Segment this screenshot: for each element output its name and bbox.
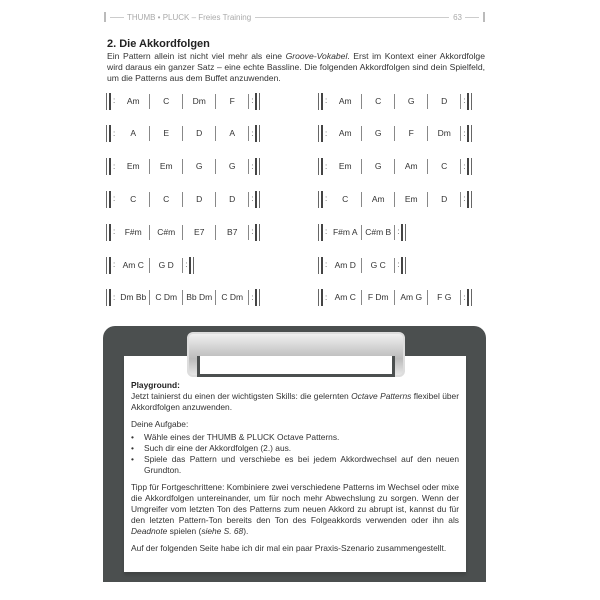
chord-measure: C Dm <box>150 290 183 305</box>
chord-measure: C <box>150 192 183 207</box>
chord-progression <box>318 158 472 176</box>
chord-measure: Bb Dm <box>183 290 216 305</box>
chord-measure: C#m <box>150 225 183 240</box>
chord-measure: D <box>428 192 461 207</box>
repeat-dots: : <box>325 292 328 302</box>
chord-measure: G <box>362 126 395 141</box>
chord-progression <box>106 92 260 110</box>
chord-progression <box>318 256 406 274</box>
section-title: 2. Die Akkordfolgen <box>107 38 210 50</box>
chord-measure: Am <box>395 159 428 174</box>
repeat-start-sign <box>106 224 111 241</box>
task-list <box>131 432 459 476</box>
repeat-end-sign <box>401 257 406 274</box>
repeat-dots: : <box>185 260 188 269</box>
repeat-dots: : <box>463 161 466 171</box>
repeat-dots: : <box>113 128 116 138</box>
repeat-start-sign <box>106 191 111 208</box>
repeat-dots: : <box>325 128 328 138</box>
task-item: • Spiele das Pattern und verschiebe es bei jedem Akkordwechsel auf den neuen Grundton. <box>131 454 459 476</box>
chord-measure: F Dm <box>362 290 395 305</box>
tip-text: ). <box>243 526 249 536</box>
chord-measure: F#m A <box>329 225 362 240</box>
chord-measure: A <box>117 126 150 141</box>
closing-text: Auf der folgenden Seite habe ich dir mal ein paar Praxis-Szenario zusammengestellt. <box>131 543 447 553</box>
chord-measure: D <box>183 126 216 141</box>
chord-progression <box>106 158 260 176</box>
repeat-start-sign <box>318 224 323 241</box>
intro-emphasis: Groove-Vokabel <box>285 51 348 61</box>
repeat-end-sign <box>255 93 260 110</box>
repeat-end-sign <box>255 224 260 241</box>
chord-measure: Dm <box>183 94 216 109</box>
running-header <box>103 11 486 23</box>
chord-measure: Am <box>329 94 362 109</box>
chord-measure: Am <box>329 126 362 141</box>
repeat-end-sign <box>255 191 260 208</box>
repeat-start-sign <box>318 191 323 208</box>
repeat-dots: : <box>463 128 466 138</box>
chord-progression <box>106 256 194 274</box>
chord-measure: Am C <box>117 258 150 273</box>
repeat-start-sign <box>106 289 111 306</box>
chord-measure: Am <box>117 94 150 109</box>
repeat-start-sign <box>318 93 323 110</box>
clipboard-clip <box>187 332 405 377</box>
repeat-dots: : <box>113 96 116 105</box>
chord-measure: F <box>395 126 428 141</box>
tip-text: spielen ( <box>167 526 202 536</box>
chord-measure: B7 <box>216 225 249 240</box>
repeat-dots: : <box>113 194 116 204</box>
repeat-dots: : <box>325 260 328 269</box>
chord-progression <box>106 190 260 208</box>
chord-measure: D <box>428 94 461 109</box>
chord-measure: Am <box>362 192 395 207</box>
chord-measure: D <box>216 192 249 207</box>
repeat-start-sign <box>106 125 111 142</box>
chord-measure: Dm <box>428 126 461 141</box>
playground-emphasis: Octave Patterns <box>351 391 412 401</box>
task-item: • Wähle eines der THUMB & PLUCK Octave Patterns. <box>131 432 459 443</box>
playground-box <box>131 380 459 560</box>
repeat-end-sign <box>189 257 194 274</box>
chord-progression <box>318 190 472 208</box>
playground-text: Jetzt tainierst du einen der wichtigsten Skills: die gelernten <box>131 391 352 401</box>
repeat-dots: : <box>325 194 328 204</box>
page-number: 63 <box>453 12 462 22</box>
repeat-end-sign <box>255 125 260 142</box>
repeat-dots: : <box>251 161 254 171</box>
repeat-dots: : <box>325 161 328 171</box>
intro-text: Ein Pattern allein ist nicht viel mehr als eine <box>107 51 286 61</box>
repeat-dots: : <box>397 227 400 237</box>
repeat-dots: : <box>397 260 400 269</box>
repeat-start-sign <box>106 257 111 274</box>
repeat-dots: : <box>251 292 254 302</box>
chord-progression <box>106 289 260 307</box>
chord-measure: F G <box>428 290 461 305</box>
chord-measure: G <box>395 94 428 109</box>
chord-measure: D <box>183 192 216 207</box>
repeat-dots: : <box>113 161 116 171</box>
repeat-dots: : <box>113 227 116 237</box>
chord-measure: C <box>150 94 183 109</box>
chord-progression <box>318 289 472 307</box>
repeat-end-sign <box>255 289 260 306</box>
playground-text: flexibel über Akkordfolgen anzuwenden. <box>131 391 459 412</box>
chord-measure: Dm Bb <box>117 290 150 305</box>
repeat-dots: : <box>251 227 254 237</box>
chord-progression <box>318 92 472 110</box>
repeat-dots: : <box>463 96 466 105</box>
chord-measure: G D <box>150 258 183 273</box>
chord-measure: C Dm <box>216 290 249 305</box>
chord-measure: Em <box>329 159 362 174</box>
repeat-start-sign <box>318 289 323 306</box>
chord-measure: G <box>362 159 395 174</box>
chord-measure: C <box>117 192 150 207</box>
repeat-dots: : <box>463 194 466 204</box>
chord-measure: Em <box>117 159 150 174</box>
repeat-end-sign <box>255 158 260 175</box>
chord-measure: A <box>216 126 249 141</box>
chord-measure: C#m B <box>362 225 395 240</box>
task-label: Deine Aufgabe: <box>131 419 189 429</box>
repeat-end-sign <box>401 224 406 241</box>
repeat-dots: : <box>325 227 328 237</box>
chord-measure: E7 <box>183 225 216 240</box>
chord-measure: G <box>216 159 249 174</box>
repeat-dots: : <box>113 260 116 269</box>
chord-progression <box>106 223 260 241</box>
repeat-dots: : <box>251 128 254 138</box>
repeat-dots: : <box>251 194 254 204</box>
repeat-end-sign <box>467 158 472 175</box>
chord-measure: E <box>150 126 183 141</box>
section-intro <box>107 51 485 84</box>
task-item: • Such dir eine der Akkordfolgen (2.) aus. <box>131 443 459 454</box>
chord-measure: Em <box>150 159 183 174</box>
tip-emphasis: Deadnote <box>131 526 168 536</box>
intro-text: . Erst im Kontext einer Akkordfolge wird daraus ein ganzer Satz – eine echte Bassline. Die folgenden Akkordfolgen sind dein Spielfeld, um die Patterns aus dem Buffet anzuwenden. <box>107 51 485 83</box>
repeat-dots: : <box>113 292 116 302</box>
chord-measure: F <box>216 94 249 109</box>
chord-measure: G C <box>362 258 395 273</box>
repeat-start-sign <box>318 158 323 175</box>
repeat-start-sign <box>318 125 323 142</box>
chord-progression <box>106 125 260 143</box>
chord-measure: C <box>329 192 362 207</box>
tip-text: Tipp für Fortgeschrittene: Kombiniere zwei verschiedene Patterns im Wechsel oder mixe die Akkordfolgen untereinander, um für noch mehr Abwechslung zu sorgen. Wenn der Umgreifer vom letzten Ton des Patterns zum neuen Akkord zu abrupt ist, kannst du für den letzten Pattern-Ton bereits den Ton des Folgeakkords verwenden oder ihn als <box>131 482 459 525</box>
chord-measure: Am D <box>329 258 362 273</box>
chord-progression <box>318 223 406 241</box>
chord-measure: Am G <box>395 290 428 305</box>
repeat-dots: : <box>463 292 466 302</box>
chord-measure: C <box>428 159 461 174</box>
repeat-dots: : <box>325 96 328 105</box>
repeat-end-sign <box>467 191 472 208</box>
page-reference: siehe S. 68 <box>201 526 244 536</box>
repeat-start-sign <box>106 158 111 175</box>
repeat-start-sign <box>318 257 323 274</box>
repeat-dots: : <box>251 96 254 105</box>
chord-measure: Am C <box>329 290 362 305</box>
header-title: THUMB • PLUCK – Freies Training <box>127 12 252 22</box>
chord-measure: C <box>362 94 395 109</box>
repeat-start-sign <box>106 93 111 110</box>
chord-progression <box>318 125 472 143</box>
repeat-end-sign <box>467 289 472 306</box>
repeat-end-sign <box>467 125 472 142</box>
chord-measure: F#m <box>117 225 150 240</box>
playground-title: Playground: <box>131 380 180 390</box>
chord-measure: Em <box>395 192 428 207</box>
repeat-end-sign <box>467 93 472 110</box>
chord-measure: G <box>183 159 216 174</box>
tip-paragraph <box>131 482 459 537</box>
